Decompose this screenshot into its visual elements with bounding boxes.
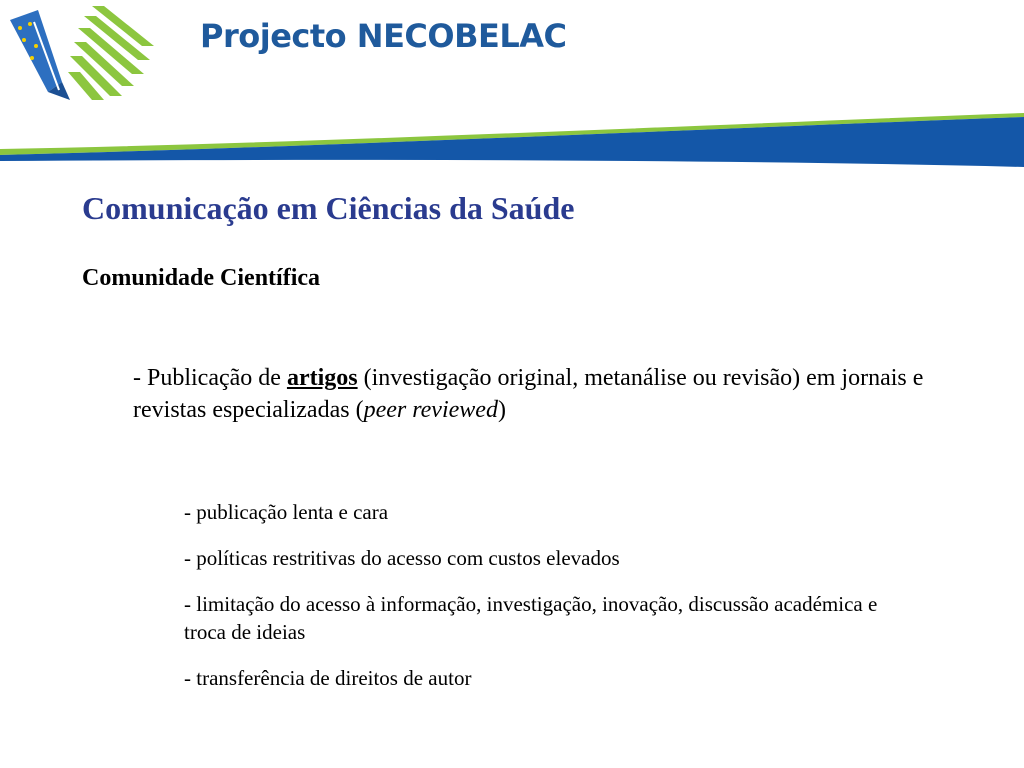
slide-subtitle: Comunidade Científica [82, 265, 321, 291]
paragraph-text-start: - Publicação de [133, 365, 287, 391]
paragraph-italic: peer reviewed [363, 397, 498, 423]
bullet-item: - transferência de direitos de autor [184, 666, 472, 690]
paragraph-text-end: ) [497, 397, 506, 423]
pen-nib-icon [10, 10, 70, 100]
brand-title: Projecto NECOBELAC [200, 17, 567, 55]
bullet-item: - publicação lenta e cara [184, 500, 389, 524]
necobelac-logo [4, 2, 154, 102]
bullet-item: - limitação do acesso à informação, investigação, inovação, discussão académica e troca de ideias [184, 592, 878, 644]
main-paragraph [133, 362, 933, 426]
bullet-list [184, 498, 904, 710]
bullet-item: - políticas restritivas do acesso com custos elevados [184, 546, 620, 570]
slide-title: Comunicação em Ciências da Saúde [82, 190, 575, 226]
paragraph-emphasis: artigos [286, 365, 358, 391]
header-swoosh [0, 105, 1024, 170]
paragraph-text-middle: (investigação original, metanálise ou revisão) em jornais e revistas especializadas ( [133, 365, 924, 423]
green-stripes-icon [68, 6, 154, 100]
